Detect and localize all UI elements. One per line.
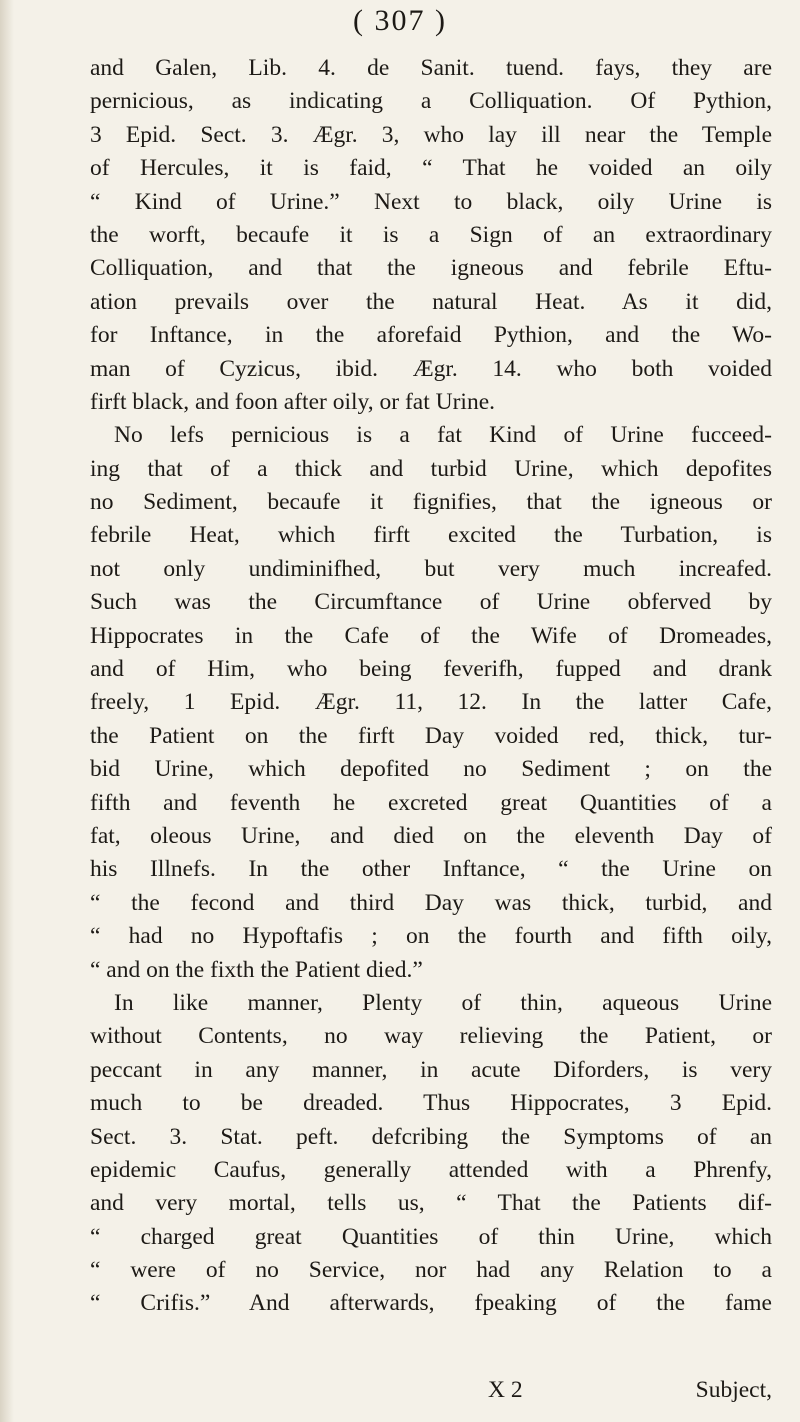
text-line: pernicious, as indicating a Colliquation. Of Pythion,	[90, 88, 772, 115]
page-footer	[90, 1373, 772, 1407]
text-line: epidemic Caufus, generally attended with a Phrenfy,	[90, 1156, 772, 1183]
text-line: “ charged great Quantities of thin Urine, which	[90, 1223, 772, 1250]
text-line: ation prevails over the natural Heat. As it did,	[90, 288, 772, 315]
text-line: No lefs pernicious is a fat Kind of Urine fucceed-	[114, 422, 772, 449]
text-line: without Contents, no way relieving the Patient, or	[90, 1023, 772, 1050]
text-line: the Patient on the firft Day voided red, thick, tur-	[90, 722, 772, 749]
text-line: peccant in any manner, in acute Diforders, is very	[90, 1056, 772, 1083]
text-line: 3 Epid. Sect. 3. Ægr. 3, who lay ill near the Temple	[90, 121, 772, 148]
text-line: freely, 1 Epid. Ægr. 11, 12. In the latter Cafe,	[90, 689, 772, 716]
page-number: ( 307 )	[353, 4, 447, 37]
text-line: man of Cyzicus, ibid. Ægr. 14. who both voided	[90, 355, 772, 382]
text-line: Sect. 3. Stat. peft. defcribing the Symptoms of an	[90, 1123, 772, 1150]
text-line: ing that of a thick and turbid Urine, which depofites	[90, 455, 772, 482]
binding-gutter	[0, 0, 14, 1422]
text-line: Colliquation, and that the igneous and febrile Eftu-	[90, 255, 772, 282]
text-line: and very mortal, tells us, “ That the Patients dif-	[90, 1190, 772, 1217]
text-line: for Inftance, in the aforefaid Pythion, and the Wo-	[90, 322, 772, 349]
text-line: and Galen, Lib. 4. de Sanit. tuend. fays, they are	[90, 55, 772, 81]
text-line: “ and on the fixth the Patient died.”	[90, 956, 423, 983]
text-line: fat, oleous Urine, and died on the eleventh Day of	[90, 822, 772, 849]
text-line: no Sediment, becaufe it fignifies, that the igneous or	[90, 489, 772, 516]
text-line: and of Him, who being feverifh, fupped and drank	[90, 656, 772, 683]
text-line: In like manner, Plenty of thin, aqueous Urine	[114, 989, 772, 1016]
text-line: firft black, and foon after oily, or fat Urine.	[90, 388, 495, 415]
signature-mark: X 2	[488, 1377, 523, 1403]
text-line: “ were of no Service, nor had any Relation to a	[90, 1257, 772, 1284]
catchword: Subject,	[695, 1377, 772, 1403]
text-line: “ the fecond and third Day was thick, turbid, and	[90, 889, 772, 916]
body-text	[90, 52, 772, 1321]
text-line: fifth and feventh he excreted great Quantities of a	[90, 789, 772, 816]
text-line: “ Kind of Urine.” Next to black, oily Urine is	[90, 188, 772, 215]
text-line: the worft, becaufe it is a Sign of an extraordinary	[90, 221, 772, 248]
text-line: bid Urine, which depofited no Sediment ; on the	[90, 756, 772, 783]
text-line: febrile Heat, which firft excited the Turbation, is	[90, 522, 772, 549]
text-line: not only undiminifhed, but very much increafed.	[90, 555, 772, 582]
text-line: his Illnefs. In the other Inftance, “ the Urine on	[90, 856, 772, 883]
text-line: much to be dreaded. Thus Hippocrates, 3 Epid.	[90, 1090, 772, 1117]
text-line: Hippocrates in the Cafe of the Wife of Dromeades,	[90, 622, 772, 649]
text-line: “ had no Hypoftafis ; on the fourth and fifth oily,	[90, 923, 772, 950]
text-line: of Hercules, it is faid, “ That he voided an oily	[90, 155, 772, 182]
text-line: Such was the Circumftance of Urine obferved by	[90, 589, 772, 616]
text-line: “ Crifis.” And afterwards, fpeaking of the fame	[90, 1290, 772, 1317]
